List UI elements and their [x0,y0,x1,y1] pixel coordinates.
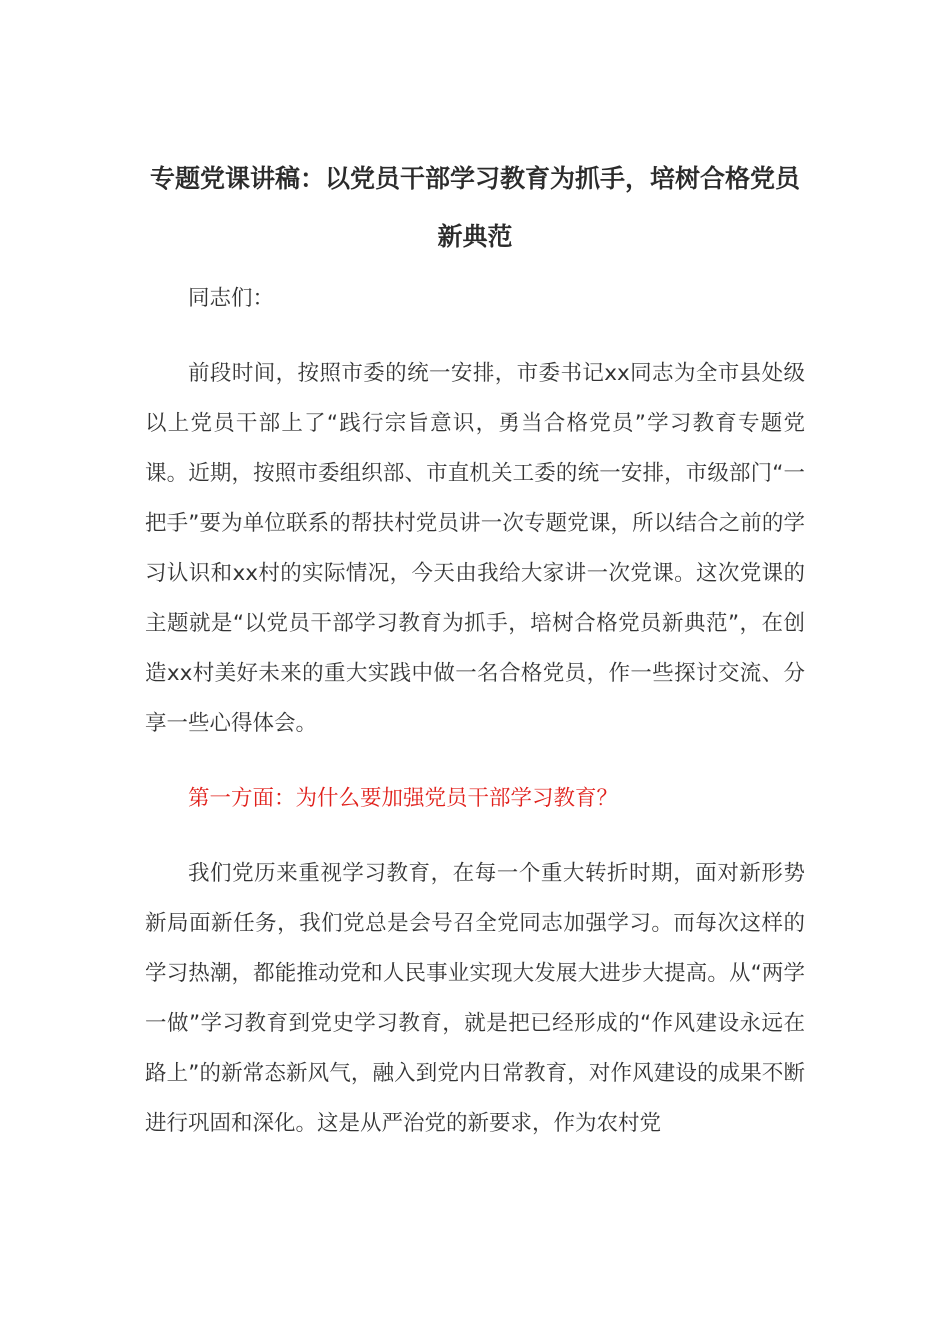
document-title: 专题党课讲稿：以党员干部学习教育为抓手，培树合格党员新典范 [149,164,800,251]
greeting: 同志们： [188,286,275,311]
body-paragraph: 我们党历来重视学习教育，在每一个重大转折时期，面对新形势新局面新任务，我们党总是会号召全党同志加强学习。而每次这样的学习热潮，都能推动党和人民事业实现大发展大进步大提高。从“两学一做”学习教育到党史学习教育，就是把已经形成的“作风建设永远在路上”的新常态新风气，融入到党内日常教育，对作风建设的成果不断进行巩固和深化。这是从严治党的新要求，作为农村党 [145,861,805,1136]
section-heading: 第一方面：为什么要加强党员干部学习教育？ [188,786,619,811]
intro-paragraph: 前段时间，按照市委的统一安排，市委书记xx同志为全市县处级以上党员干部上了“践行宗旨意识，勇当合格党员”学习教育专题党课。近期，按照市委组织部、市直机关工委的统一安排，市级部门“一把手”要为单位联系的帮扶村党员讲一次专题党课，所以结合之前的学习认识和xx村的实际情况，今天由我给大家讲一次党课。这次党课的主题就是“以党员干部学习教育为抓手，培树合格党员新典范”，在创造xx村美好未来的重大实践中做一名合格党员，作一些探讨交流、分享一些心得体会。 [145,361,805,736]
document-body [145,274,805,1174]
